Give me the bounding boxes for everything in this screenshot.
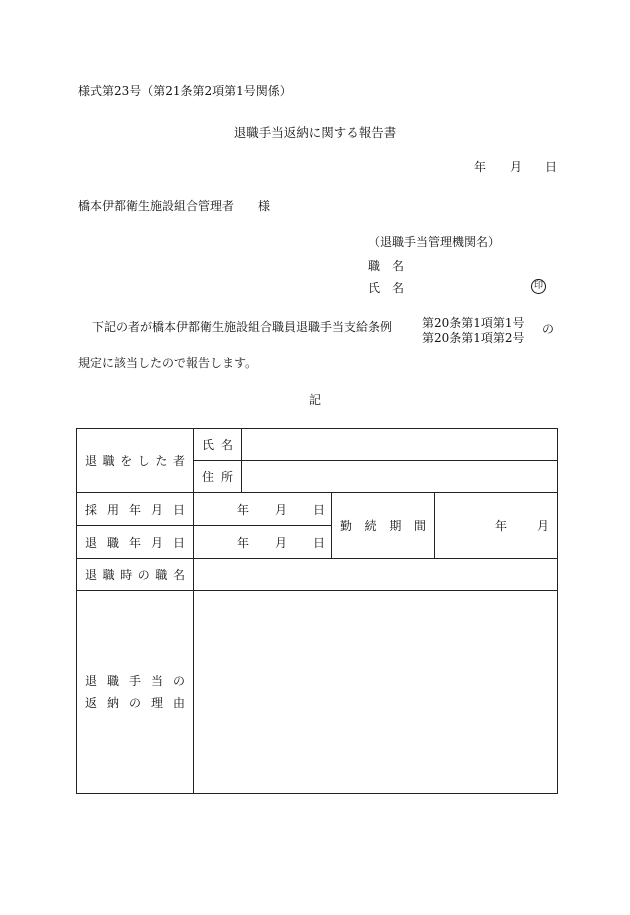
clause-option-1: 第20条第1項第1号 [422,316,525,330]
seal-mark: 印 [531,279,546,294]
date-day-label: 日 [545,160,558,174]
retire-day-label: 日 [312,535,325,550]
service-year-label: 年 [494,519,507,533]
form-number: 様式第23号（第21条第2項第1号関係） [78,84,292,98]
repayment-reason-label [77,591,194,794]
position-at-retirement-label: 退職時の職名 [77,559,194,591]
report-table [76,428,558,794]
hire-day-label: 日 [312,502,325,517]
report-body-line2: 規定に該当したので報告します。 [78,356,258,370]
service-period-field[interactable] [435,493,558,559]
date-year-label: 年 [474,160,487,174]
reporter-position-label: 職 名 [368,259,405,273]
retire-date-field[interactable] [194,526,332,559]
retiree-name-field[interactable] [242,429,558,461]
retiree-address-field[interactable] [242,461,558,493]
hire-month-label: 月 [274,502,287,517]
repayment-reason-label-line1: 退職手当の [85,674,185,688]
addressee: 橋本伊都衛生施設組合管理者 様 [78,199,271,213]
service-month-label: 月 [537,519,550,533]
hire-date-label: 採用年月日 [77,493,194,526]
document-title: 退職手当返納に関する報告書 [233,125,397,140]
agency-name-label: （退職手当管理機関名） [368,235,501,249]
retire-year-label: 年 [236,535,249,550]
retiree-address-label: 住所 [194,461,242,493]
repayment-reason-field[interactable] [194,591,558,794]
retiree-label: 退職をした者 [77,429,194,493]
hire-date-field[interactable] [194,493,332,526]
position-at-retirement-field[interactable] [194,559,558,591]
ki-heading: 記 [308,393,321,407]
hire-year-label: 年 [236,502,249,517]
retire-month-label: 月 [274,535,287,550]
service-period-label: 勤続期間 [332,493,435,559]
reporter-name-label: 氏 名 [368,281,405,295]
clause-option-2: 第20条第1項第2号 [422,331,525,345]
report-body-line1: 下記の者が橋本伊都衛生施設組合職員退職手当支給条例 [92,320,393,334]
retire-date-label: 退職年月日 [77,526,194,559]
date-month-label: 月 [510,160,523,174]
particle-no: の [542,322,555,336]
retiree-name-label: 氏名 [194,429,242,461]
repayment-reason-label-line2: 返納の理由 [85,696,185,710]
clause-options [422,316,525,346]
